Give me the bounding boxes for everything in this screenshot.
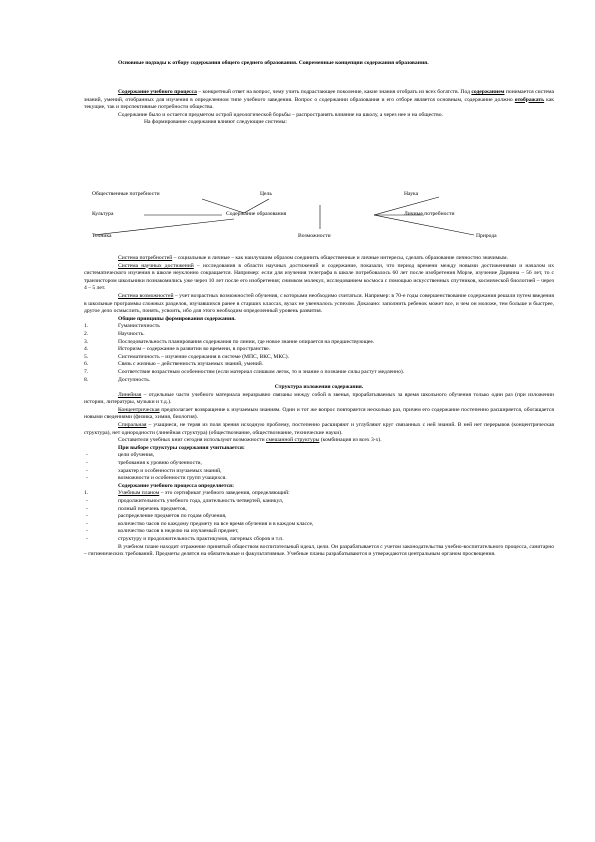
list-item: - продолжительность учебного года, длительность четвертей, каникул,	[84, 498, 554, 506]
structure-paragraph	[84, 422, 554, 437]
term-content: Содержание учебного процесса	[118, 89, 197, 95]
principles-list	[84, 323, 554, 384]
list-item: - характер и особенности изучаемых знаний,	[84, 468, 554, 476]
list-item: - требования к уровню обученности,	[84, 460, 554, 468]
list-item	[84, 490, 554, 498]
structure-paragraph	[84, 407, 554, 422]
list-item: - количество часов по каждому предмету на все время обучения и в каждом классе,	[84, 521, 554, 529]
diagram-node-science: Наука	[404, 191, 419, 197]
list-item	[84, 377, 554, 385]
systems-diagram	[84, 185, 554, 247]
list-text: Доступность.	[118, 376, 151, 383]
list-text: – это сертификат учебного заведения, определяющий:	[159, 490, 290, 497]
list-number: 5.	[84, 353, 89, 360]
list-text: Последовательность планирования содержания по линии, где новое знание опирается на предшествующее.	[118, 338, 375, 345]
system-text: – учет возрастных возможностей обучения, с которыми необходимо считаться. Например: в 70-е годы совершенствование содержания решали путем введения в школьные программы сложных разделов, изучавшихся ранее в старших классах, вузах не увенчалось успехом. Доказано: заполнить ребенок может все, и чем он моложе, тем больше и быстрее, другое дело осмыслить, понять, усвоить, ибо для этого необходим определенный уровень развития.	[84, 292, 554, 315]
structure-text: – учащиеся, не теряя из поля зрения исходную проблему, постепенно расширяют и углубляют круг связанных с ней знаний. В ней нет перерывов (концентрическая структура), нет однородности (линейная структура) (обществознание, обществознание, технические науки).	[84, 422, 554, 436]
defined-list	[84, 498, 554, 544]
list-item	[84, 346, 554, 354]
list-number: 8.	[84, 376, 89, 383]
list-item: - возможности и особенности групп учащихся.	[84, 475, 554, 483]
structure-term: смешанной структуры	[266, 437, 320, 444]
structure-term: Спиральная	[118, 422, 147, 429]
system-paragraph	[84, 255, 554, 263]
structure-text: предполагает возвращение к изучаемым знаниям. Один и тот же вопрос повторяется несколько раз, причем его содержание постепенно расширяется, обогащается новыми сведениями (физика, химия, биология).	[84, 406, 554, 421]
diagram-node-nature: Природа	[476, 233, 497, 239]
diagram-node-culture: Культура	[92, 211, 114, 217]
list-item: - распределение предметов по годам обучения,	[84, 513, 554, 521]
list-term: Учебным планом	[118, 490, 160, 497]
list-number: 6.	[84, 361, 89, 368]
system-paragraph	[84, 293, 554, 316]
list-item: - полный перечень предметов,	[84, 506, 554, 514]
list-text: Соответствие возрастным особенностям (если материал слишком легок, то и знание о познание силы растут медленно).	[118, 368, 405, 375]
intro-section	[84, 89, 554, 127]
list-text: Гуманистичность	[118, 323, 160, 330]
list-text: Историзм – содержание в развитии во времени, в пространстве.	[118, 346, 271, 353]
list-number: 7.	[84, 368, 89, 375]
system-term: Система потребностей	[118, 255, 173, 261]
structure-title: Структура изложения содержания.	[274, 384, 364, 391]
intro-paragraph-2: Содержание было и остается предметом острой идеологической борьбы – распространять влияние на школу, а через нее и на общество.	[118, 111, 443, 118]
choice-list	[84, 452, 554, 482]
systems-section	[84, 255, 554, 559]
structure-term: Линейная	[118, 391, 142, 398]
list-text: Систематичность – изучение содержания в системе (МПС, ВКС, МКС).	[118, 353, 289, 360]
heading-text: Основные подходы к отбору содержания общего среднего образования. Современные концепции содержания образования.	[118, 60, 429, 66]
list-item	[84, 339, 554, 347]
list-number: 1.	[84, 323, 89, 330]
diagram-node-technology: Техника	[92, 233, 112, 239]
document-heading	[84, 60, 554, 68]
list-item	[84, 369, 554, 377]
structure-text: – отдельные части учебного материала неразрывно связаны между собой в звенья, прорабатываемых за время школьного обучения только один раз (при изложении истории, литературы, музыки и т.д.).	[84, 391, 554, 406]
structure-paragraph	[84, 437, 554, 445]
diagram-node-content: Содержание образования	[226, 211, 287, 217]
structure-text: (комбинация из всех 3-х).	[319, 437, 382, 444]
principles-title: Общие принципы формирования содержания.	[118, 315, 236, 322]
list-number: 3.	[84, 338, 89, 345]
system-text: – исследования в области научных достижений и содержание, показали, что период времени между новыми достижениями и началом их систематического изучения в школе неуклонно сокращается. Например: если для изучения телеграфа в школе потребовалось 60 лет после изобретения Морзе, изучение Дарвина – 56 лет, то с транзистором школьники познакомились уже через 10 лет после его изобретения; снимком молекул, исследованием космоса с помощью искусственных спутников, космической биологией – через 4 – 5 лет.	[84, 262, 554, 292]
diagram-node-possibilities: Возможности	[298, 233, 331, 239]
intro-text-3: как текущие, так и перспективные потребности общества.	[84, 96, 555, 111]
list-text: Связь с жизнью – действенность изучаемых знаний, умений.	[118, 361, 264, 368]
intro-text-2: понимается система знаний, умений, отобранных для изучения в определенном типе учебного заведения. Вопрос о содержании образования и его отборе является основным, содержание должно	[84, 89, 554, 103]
system-term: Система научных достижений	[118, 262, 194, 269]
list-number: 4.	[84, 346, 89, 353]
structure-text: Составители учебных книг сегодня используют возможности	[118, 437, 267, 444]
list-item: - структуру и продолжительность практикумов, лагерных сборов и т.п.	[84, 536, 554, 544]
list-item	[84, 361, 554, 369]
system-text: – социальные и личные – как наилучшим образом соединить общественные и личные интересы, сделать образование личностно значимым.	[172, 255, 508, 261]
diagram-node-personal-needs: Личные потребности	[404, 211, 455, 217]
list-item	[84, 331, 554, 339]
structure-term: Концентрическая	[118, 406, 160, 413]
system-term: Система возможностей	[118, 292, 174, 299]
intro-paragraph-1	[84, 89, 554, 112]
structure-paragraph	[84, 392, 554, 407]
list-item	[84, 323, 554, 331]
closing-paragraph: В учебном плане находит отражение принятый обществом воспитательный идеал, цели. Он разрабатывается с учетом законодательства учебно-воспитательного процесса, санитарно – гигиенических требований. Предметы делятся на обязательные и факультативные. Учебные планы разрабатываются и утверждаются центральным органом просвещения.	[84, 543, 554, 558]
list-number: 2.	[84, 330, 89, 337]
diagram-node-goal: Цель	[260, 191, 272, 197]
intro-paragraph-3: На формирование содержания влияют следующие системы:	[144, 119, 287, 126]
list-item: - цели обучения,	[84, 452, 554, 460]
intro-text-1: – конкретный ответ на вопрос, чему учить подрастающее поколение, какие знания отобрать из всех богатств. Под	[196, 89, 472, 95]
term-soderzhanie: содержанием	[471, 89, 505, 95]
system-paragraph	[84, 263, 554, 293]
list-number: 1.	[84, 490, 89, 497]
list-item: - количество часов в неделю на изучаемый предмет,	[84, 528, 554, 536]
diagram-node-social-needs: Общественные потребности	[92, 191, 160, 197]
list-text: Научность.	[118, 330, 145, 337]
defined-title: Содержание учебного процесса определяется:	[118, 482, 234, 489]
choice-title: При выборе структуры содержания учитывается:	[118, 444, 245, 451]
term-otobrazhat: отображать	[514, 96, 545, 103]
